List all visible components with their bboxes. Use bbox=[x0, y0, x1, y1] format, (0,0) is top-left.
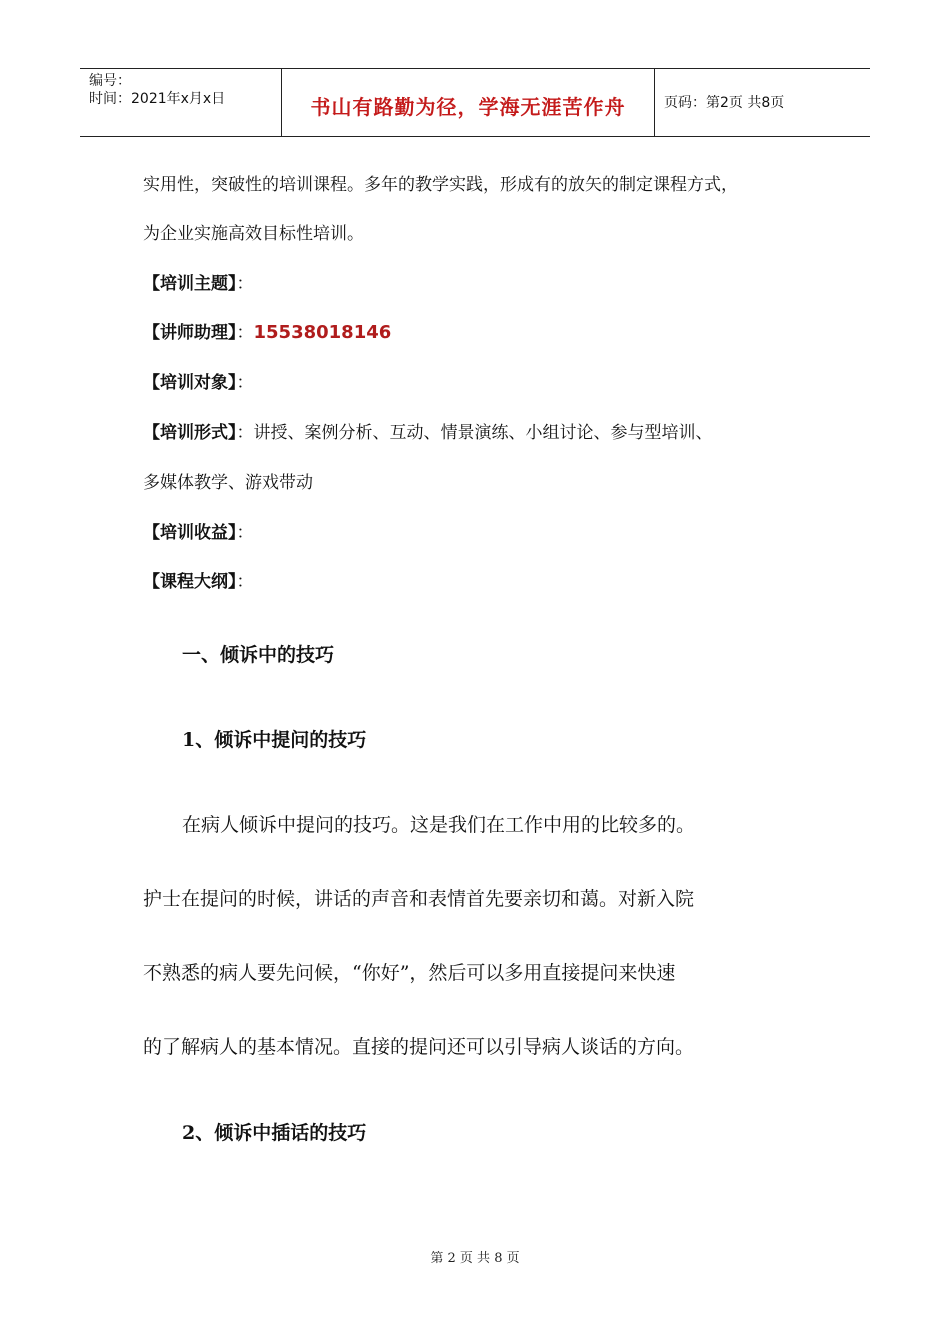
header-page-cell bbox=[655, 69, 870, 136]
field-audience bbox=[143, 371, 254, 395]
paragraph-line: 不熟悉的病人要先问候，“你好”，然后可以多用直接提问来快速 bbox=[143, 962, 676, 984]
assistant-phone: 15538018146 bbox=[253, 322, 392, 343]
paragraph-line: 护士在提问的时候，讲话的声音和表情首先要亲切和蔼。对新入院 bbox=[143, 888, 695, 910]
field-outline bbox=[143, 570, 254, 594]
field-colon: ： bbox=[236, 323, 254, 343]
paragraph-line: 的了解病人的基本情况。直接的提问还可以引导病人谈话的方向。 bbox=[143, 1036, 695, 1058]
field-label: 【讲师助理】 bbox=[143, 323, 237, 343]
header-motto-cell bbox=[281, 69, 655, 136]
field-label: 【培训收益】 bbox=[143, 523, 237, 543]
field-assistant bbox=[143, 321, 391, 345]
header-motto: 书山有路勤为径，学海无涯苦作舟 bbox=[310, 95, 626, 119]
field-colon: ： bbox=[236, 274, 254, 294]
intro-line-1: 实用性，突破性的培训课程。多年的教学实践，形成有的放矢的制定课程方式， bbox=[143, 175, 738, 195]
header-meta bbox=[80, 69, 281, 136]
field-benefit bbox=[143, 521, 254, 545]
page-header bbox=[80, 68, 870, 137]
document-date: 时间：2021年x月x日 bbox=[89, 91, 226, 107]
field-label: 【课程大纲】 bbox=[143, 572, 237, 592]
page-footer: 第 2 页 共 8 页 bbox=[430, 1251, 520, 1266]
header-page-info: 页码：第2页 共8页 bbox=[664, 95, 785, 111]
field-colon: ： bbox=[236, 373, 254, 393]
field-colon: ： bbox=[236, 572, 254, 592]
field-label: 【培训对象】 bbox=[143, 373, 237, 393]
intro-line-2: 为企业实施高效目标性培训。 bbox=[143, 224, 364, 244]
field-colon: ： bbox=[236, 423, 254, 443]
field-training-topic bbox=[143, 272, 254, 296]
format-value-continued: 多媒体教学、游戏带动 bbox=[143, 473, 313, 493]
field-format bbox=[143, 421, 713, 445]
outline-subsection-1: 1、倾诉中提问的技巧 bbox=[182, 729, 367, 751]
field-label: 【培训形式】 bbox=[143, 423, 237, 443]
format-value: 讲授、案例分析、互动、情景演练、小组讨论、参与型培训、 bbox=[253, 423, 713, 443]
field-label: 【培训主题】 bbox=[143, 274, 237, 294]
paragraph-line: 在病人倾诉中提问的技巧。这是我们在工作中用的比较多的。 bbox=[182, 814, 696, 836]
field-colon: ： bbox=[236, 523, 254, 543]
document-number-label: 编号： bbox=[89, 73, 131, 89]
outline-subsection-2: 2、倾诉中插话的技巧 bbox=[182, 1122, 367, 1144]
outline-section-1: 一、倾诉中的技巧 bbox=[182, 644, 335, 666]
